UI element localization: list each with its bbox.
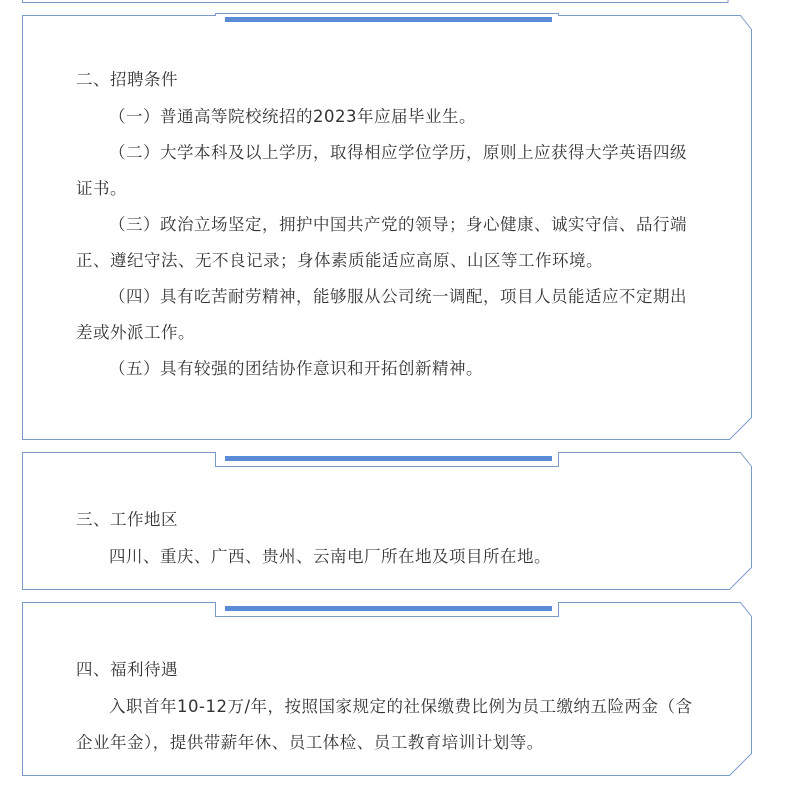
- section-heading: 三、工作地区: [76, 510, 178, 529]
- paragraph: 入职首年10-12万/年，按照国家规定的社保缴费比例为员工缴纳五险两金（含企业年金），提供带薪年休、员工体检、员工教育培训计划等。: [76, 697, 693, 752]
- section-heading: 二、招聘条件: [76, 70, 178, 89]
- paragraph: （二）大学本科及以上学历，取得相应学位学历，原则上应获得大学英语四级证书。: [76, 143, 687, 198]
- section-card-work-region: [0, 450, 792, 592]
- section-card-benefits: [0, 600, 792, 782]
- paragraph: （四）具有吃苦耐劳精神，能够服从公司统一调配，项目人员能适应不定期出差或外派工作。: [76, 287, 687, 342]
- paragraph: （五）具有较强的团结协作意识和开拓创新精神。: [109, 359, 483, 378]
- paragraph: （三）政治立场坚定，拥护中国共产党的领导；身心健康、诚实守信、品行端正、遵纪守法、无不良记录；身体素质能适应高原、山区等工作环境。: [76, 215, 687, 270]
- paragraph: （一）普通高等院校统招的2023年应届毕业生。: [109, 107, 476, 126]
- paragraph: 四川、重庆、广西、贵州、云南电厂所在地及项目所在地。: [109, 547, 551, 566]
- top-frame-fragment: [0, 0, 792, 4]
- section-heading: 四、福利待遇: [76, 660, 178, 679]
- section-card-recruitment-conditions: [0, 12, 792, 442]
